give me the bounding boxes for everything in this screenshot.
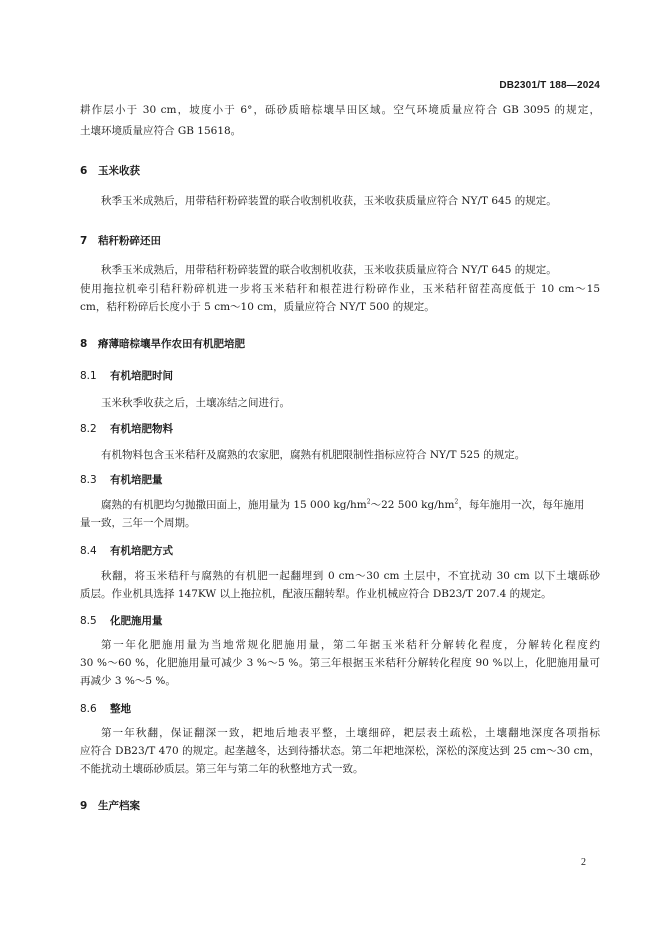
section-8-4-heading [80, 543, 173, 558]
section-title: 整地 [110, 703, 131, 715]
section-8-6-heading [80, 701, 131, 716]
section-title: 有机培肥量 [110, 474, 163, 486]
paragraph-line: 使用拖拉机牵引秸秆粉碎机进一步将玉米秸秆和根茬进行粉碎作业，玉米秸秆留茬高度低于 10 cm～15 [80, 283, 600, 295]
section-title: 化肥施用量 [110, 615, 163, 627]
text-run: 腐熟的有机肥均匀抛撒田面上，施用量为 15 000 kg/hm [101, 499, 367, 511]
section-number: 8.6 [80, 703, 97, 715]
paragraph-line: cm，秸秆粉碎后长度小于 5 cm～10 cm，质量应符合 NY/T 500 的规定。 [80, 301, 435, 313]
section-title: 有机培肥时间 [110, 370, 173, 382]
paragraph: 玉米秋季收获之后，土壤冻结之间进行。 [101, 397, 290, 409]
intro-line-1: 耕作层小于 30 cm，坡度小于 6°，砾砂质暗棕壤旱田区域。空气环境质量应符合 GB 3095 的规定， [80, 104, 600, 116]
section-8-1-heading [80, 368, 173, 383]
paragraph-line: 第一年秋翻，保证翻深一致，耙地后地表平整，土壤细碎，耙层表土疏松，土壤翻地深度各项指标 [101, 727, 600, 739]
section-8-2-heading [80, 421, 173, 436]
section-title: 生产档案 [98, 800, 140, 812]
superscript: 2 [366, 498, 371, 506]
section-title: 有机培肥物料 [110, 423, 173, 435]
section-title: 玉米收获 [98, 165, 140, 177]
section-number: 7 [80, 235, 88, 247]
paragraph-line: 再减少 3 %～5 %。 [80, 675, 176, 687]
paragraph-line [101, 498, 600, 512]
section-number: 9 [80, 800, 88, 812]
paragraph-line: 第一年化肥施用量为当地常规化肥施用量，第二年据玉米秸秆分解转化程度，分解转化程度约 [101, 639, 600, 651]
section-8-3-heading [80, 472, 163, 487]
section-8-5-heading [80, 613, 163, 628]
superscript: 2 [454, 498, 459, 506]
section-8-heading [80, 336, 245, 351]
paragraph: 秋季玉米成熟后，用带秸秆粉碎装置的联合收割机收获，玉米收获质量应符合 NY/T 645 的规定。 [101, 264, 557, 276]
paragraph: 有机物料包含玉米秸秆及腐熟的农家肥，腐熟有机肥限制性指标应符合 NY/T 525 的规定。 [101, 449, 526, 461]
document-code: DB2301/T 188—2024 [499, 80, 600, 91]
section-number: 8 [80, 338, 88, 350]
section-number: 8.2 [80, 423, 97, 435]
paragraph-line: 不能扰动土壤砾砂质层。第三年与第二年的秋整地方式一致。 [80, 763, 364, 775]
paragraph: 秋季玉米成熟后，用带秸秆粉碎装置的联合收割机收获，玉米收获质量应符合 NY/T 645 的规定。 [101, 195, 557, 207]
paragraph-line: 质层。作业机具选择 147KW 以上拖拉机，配液压翻转犁。作业机械应符合 DB23/T 207.4 的规定。 [80, 588, 552, 600]
section-number: 8.1 [80, 370, 97, 382]
section-number: 8.3 [80, 474, 97, 486]
paragraph-line: 量一致，三年一个周期。 [80, 517, 196, 529]
section-number: 8.4 [80, 545, 97, 557]
section-title: 秸秆粉碎还田 [98, 235, 161, 247]
text-run: ～22 500 kg/hm [370, 499, 455, 511]
section-title: 有机培肥方式 [110, 545, 173, 557]
paragraph-line: 秋翻，将玉米秸秆与腐熟的有机肥一起翻埋到 0 cm～30 cm 土层中，不宜扰动 30 cm 以下土壤砾砂 [101, 570, 600, 582]
intro-line-2: 土壤环境质量应符合 GB 15618。 [80, 125, 242, 137]
section-6-heading [80, 163, 140, 178]
text-run: ，每年施用一次，每年施用 [458, 499, 585, 511]
section-9-heading [80, 798, 140, 813]
paragraph-line: 30 %～60 %，化肥施用量可减少 3 %～5 %。第三年根据玉米秸秆分解转化程度 90 %以上，化肥施用量可 [80, 657, 600, 669]
section-number: 6 [80, 165, 88, 177]
page-number: 2 [581, 857, 586, 868]
section-number: 8.5 [80, 615, 97, 627]
section-7-heading [80, 233, 161, 248]
paragraph-line: 应符合 DB23/T 470 的规定。起垄越冬，达到待播状态。第二年耙地深松，深松的深度达到 25 cm～30 cm， [80, 745, 600, 757]
section-title: 瘠薄暗棕壤旱作农田有机肥培肥 [98, 338, 245, 350]
